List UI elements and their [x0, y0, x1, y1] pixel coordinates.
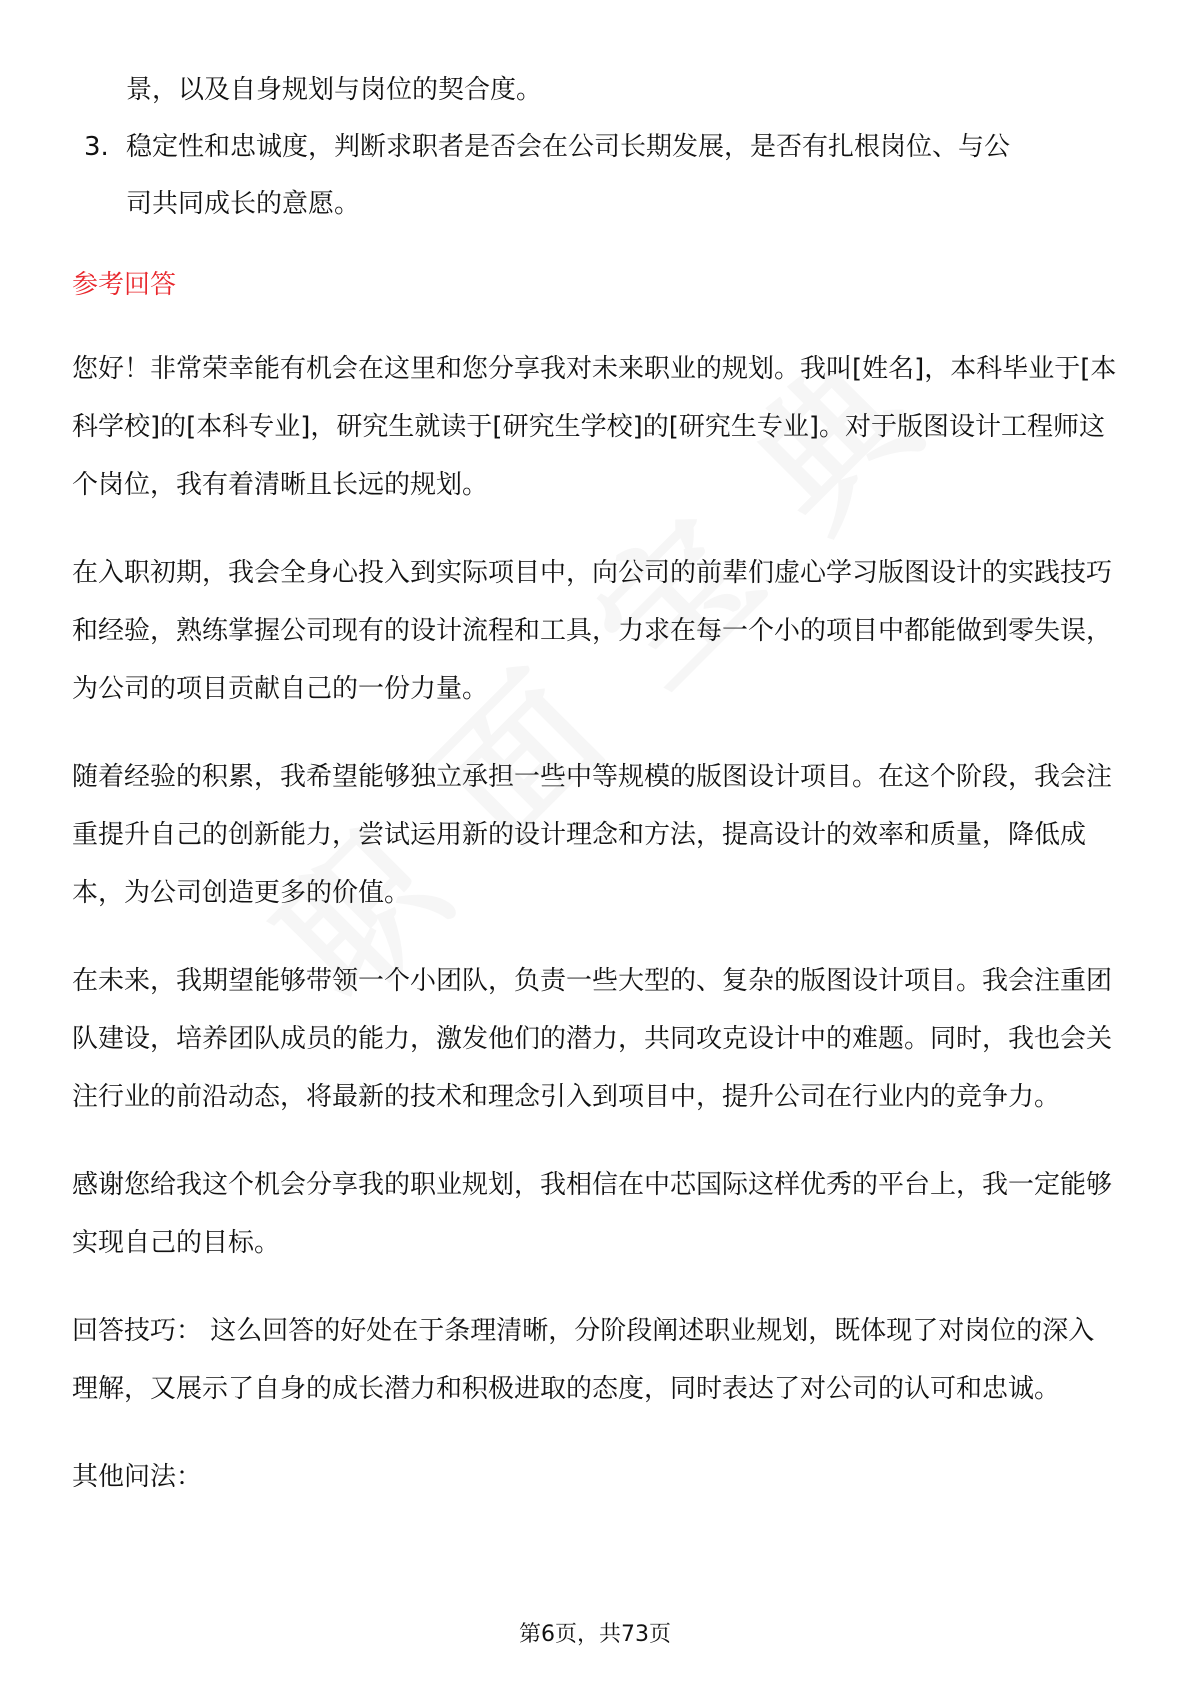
- list-item-3-line-1: 稳定性和忠诚度，判断求职者是否会在公司长期发展，是否有扎根岗位、与公: [126, 132, 1011, 162]
- paragraph-mid-stage: 随着经验的积累，我希望能够独立承担一些中等规模的版图设计项目。在这个阶段，我会注重提升自己的创新能力，尝试运用新的设计理念和方法，提高设计的效率和质量，降低成本，为公司创造更多的价值。: [72, 762, 1113, 908]
- paragraph-greeting: 您好！非常荣幸能有机会在这里和您分享我对未来职业的规划。我叫[姓名]，本科毕业于[本科学校]的[本科专业]，研究生就读于[研究生学校]的[研究生专业]。对于版图设计工程师这个岗位，我有着清晰且长远的规划。: [72, 354, 1117, 500]
- page-number-footer: 第6页，共73页: [519, 1622, 671, 1647]
- paragraph-answer-tips: 回答技巧： 这么回答的好处在于条理清晰，分阶段阐述职业规划，既体现了对岗位的深入理解，又展示了自身的成长潜力和积极进取的态度，同时表达了对公司的认可和忠诚。: [72, 1316, 1095, 1404]
- page-content: [72, 62, 1120, 1506]
- list-item-3-line-2: 司共同成长的意愿。: [126, 189, 361, 219]
- paragraph-future-stage: 在未来，我期望能够带领一个小团队，负责一些大型的、复杂的版图设计项目。我会注重团队建设，培养团队成员的能力，激发他们的潜力，共同攻克设计中的难题。同时，我也会关注行业的前沿动态，将最新的技术和理念引入到项目中，提升公司在行业内的竞争力。: [72, 966, 1113, 1112]
- section-title: 参考回答: [72, 270, 177, 300]
- list-item-3-number: 3.: [84, 132, 109, 162]
- paragraph-other-questions: 其他问法：: [72, 1462, 203, 1492]
- list-item-3: [72, 119, 1120, 233]
- paragraph-thanks: 感谢您给我这个机会分享我的职业规划，我相信在中芯国际这样优秀的平台上，我一定能够实现自己的目标。: [72, 1170, 1113, 1258]
- list-item-2-continuation: 景，以及自身规划与岗位的契合度。: [126, 75, 543, 105]
- paragraph-early-stage: 在入职初期，我会全身心投入到实际项目中，向公司的前辈们虚心学习版图设计的实践技巧和经验，熟练掌握公司现有的设计流程和工具，力求在每一个小的项目中都能做到零失误，为公司的项目贡献自己的一份力量。: [72, 558, 1113, 704]
